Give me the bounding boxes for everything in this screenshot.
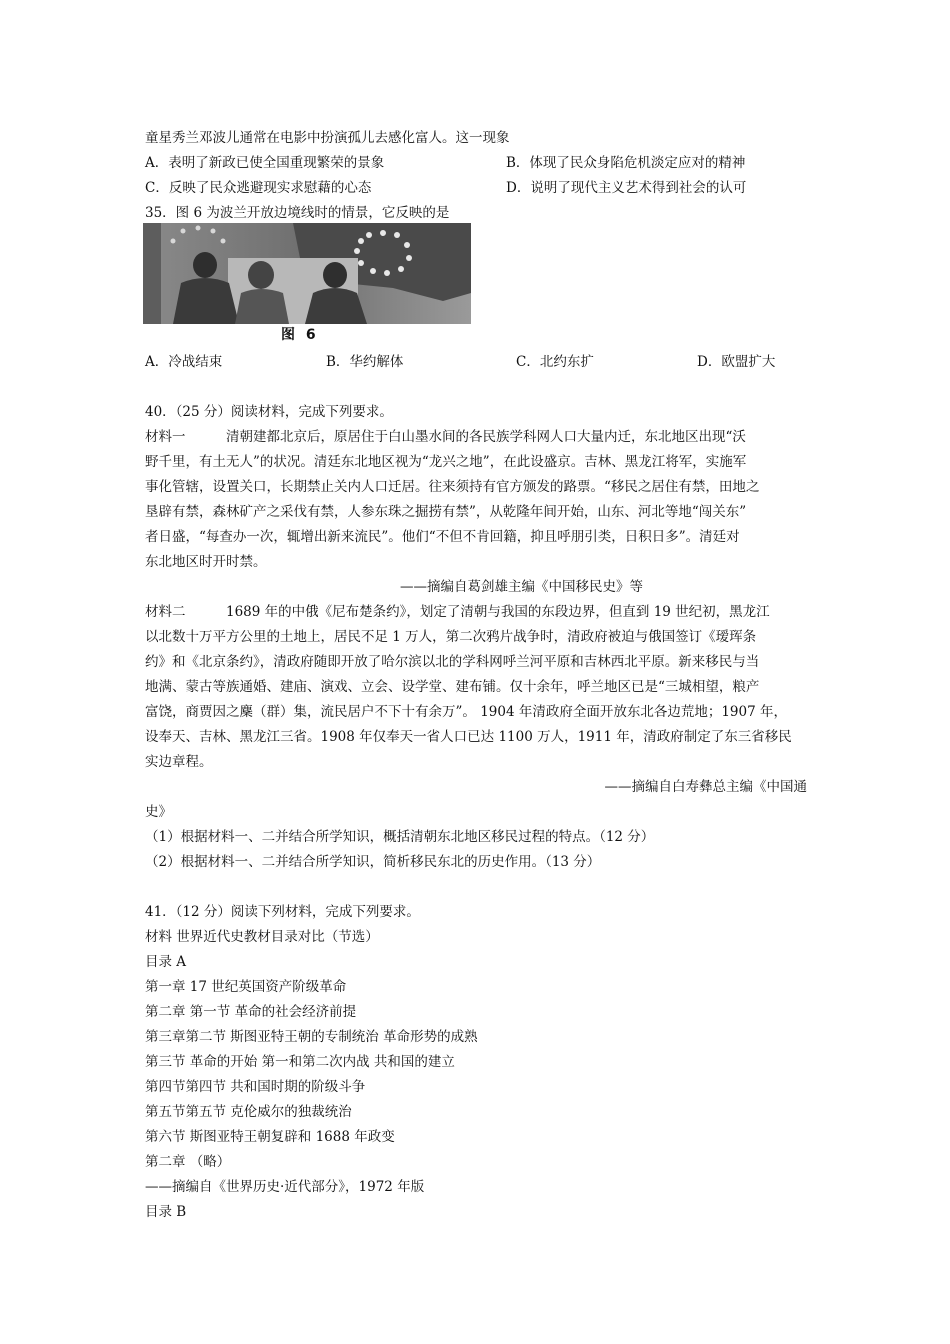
q34-option-c: C．反映了民众逃避现实求慰藉的心态 (145, 180, 372, 196)
q34-stem: 童星秀兰邓波儿通常在电影中扮演孤儿去感化富人。这一现象 (145, 130, 510, 146)
q35-option-b: B．华约解体 (326, 354, 404, 370)
q40-m1-line: 东北地区时开时禁。 (145, 554, 267, 570)
figure-6-caption: 图 6 (281, 327, 319, 343)
toc-a-entry: 第一章 17 世纪英国资产阶级革命 (145, 979, 347, 995)
figure-6-photo (143, 223, 471, 324)
toc-a-entry: 第五节第五节 克伦威尔的独裁统治 (145, 1104, 352, 1120)
toc-a-source: ——摘编自《世界历史·近代部分》，1972 年版 (145, 1179, 425, 1195)
q40-m1-source: ——摘编自葛剑雄主编《中国移民史》等 (400, 579, 643, 595)
q35-option-c: C．北约东扩 (516, 354, 594, 370)
q34-option-a: A．表明了新政已使全国重现繁荣的景象 (145, 155, 385, 171)
q40-m2-line: 约》和《北京条约》，清政府随即开放了哈尔滨以北的学科网呼兰河平原和吉林西北平原。新来移民与当 (145, 654, 760, 670)
q40-m2-line: 富饶，商贾因之麇（群）集，流民居户不下十有余万”。 1904 年清政府全面开放东北各边荒地；1907 年， (145, 704, 787, 720)
q35-option-d: D．欧盟扩大 (697, 354, 776, 370)
q40-task-1: （1）根据材料一、二并结合所学知识，概括清朝东北地区移民过程的特点。（12 分） (145, 829, 655, 845)
toc-a-entry: 第二章 （略） (145, 1154, 231, 1170)
q41-material: 材料 世界近代史教材目录对比（节选） (145, 929, 379, 945)
toc-a-title: 目录 A (145, 954, 187, 970)
border-opening-photo (143, 223, 471, 324)
q40-m1-line: 野千里，有土无人”的状况。清廷东北地区视为“龙兴之地”，在此设盛京。吉林、黑龙江将军，实施军 (145, 454, 747, 470)
q40-m1-line: 垦辟有禁，森林矿产之采伐有禁，人参东珠之掘捞有禁”，从乾隆年间开始，山东、河北等地“闯关东” (145, 504, 747, 520)
q40-m1-line: 者日盛，“每查办一次，辄增出新来流民”。他们“不但不肯回籍，抑且呼朋引类，日积日多”。清廷对 (145, 529, 740, 545)
q35-stem: 35．图 6 为波兰开放边境线时的情景，它反映的是 (145, 205, 450, 221)
q35-option-a: A．冷战结束 (145, 354, 223, 370)
q34-option-d: D．说明了现代主义艺术得到社会的认可 (506, 180, 747, 196)
q40-m2-line: 以北数十万平方公里的土地上，居民不足 1 万人，第二次鸦片战争时，清政府被迫与俄国签订《瑷珲条 (145, 629, 757, 645)
toc-a-entry: 第二章 第一节 革命的社会经济前提 (145, 1004, 357, 1020)
toc-a-entry: 第四节第四节 共和国时期的阶级斗争 (145, 1079, 366, 1095)
q40-m2-line: 地满、蒙古等族通婚、建庙、演戏、立会、设学堂、建布铺。仅十余年，呼兰地区已是“三城相望，粮产 (145, 679, 760, 695)
toc-a-entry: 第六节 斯图亚特王朝复辟和 1688 年政变 (145, 1129, 395, 1145)
toc-a-entry: 第三节 革命的开始 第一和第二次内战 共和国的建立 (145, 1054, 455, 1070)
toc-b-title: 目录 B (145, 1204, 187, 1220)
q40-m2-source-cont: 史》 (145, 804, 172, 820)
q40-m1-line: 材料一 清朝建都北京后，原居住于白山墨水间的各民族学科网人口大量内迁，东北地区出现“沃 (145, 429, 746, 445)
q41-heading: 41．（12 分）阅读下列材料，完成下列要求。 (145, 904, 420, 920)
q40-m2-line: 设奉天、吉林、黑龙江三省。1908 年仅奉天一省人口已达 1100 万人，1911 年，清政府制定了东三省移民 (145, 729, 792, 745)
q40-m2-source: ——摘编自白寿彝总主编《中国通 (604, 779, 807, 795)
q40-heading: 40．（25 分）阅读材料，完成下列要求。 (145, 404, 393, 420)
q40-m2-line: 材料二 1689 年的中俄《尼布楚条约》，划定了清朝与我国的东段边界，但直到 19 世纪初，黑龙江 (145, 604, 770, 620)
q34-option-b: B．体现了民众身陷危机淡定应对的精神 (506, 155, 746, 171)
q40-task-2: （2）根据材料一、二并结合所学知识，简析移民东北的历史作用。（13 分） (145, 854, 601, 870)
q40-m2-line: 实边章程。 (145, 754, 213, 770)
q40-m1-line: 事化管辖，设置关口，长期禁止关内人口迁居。往来须持有官方颁发的路票。“移民之居住有禁，田地之 (145, 479, 760, 495)
toc-a-entry: 第三章第二节 斯图亚特王朝的专制统治 革命形势的成熟 (145, 1029, 478, 1045)
